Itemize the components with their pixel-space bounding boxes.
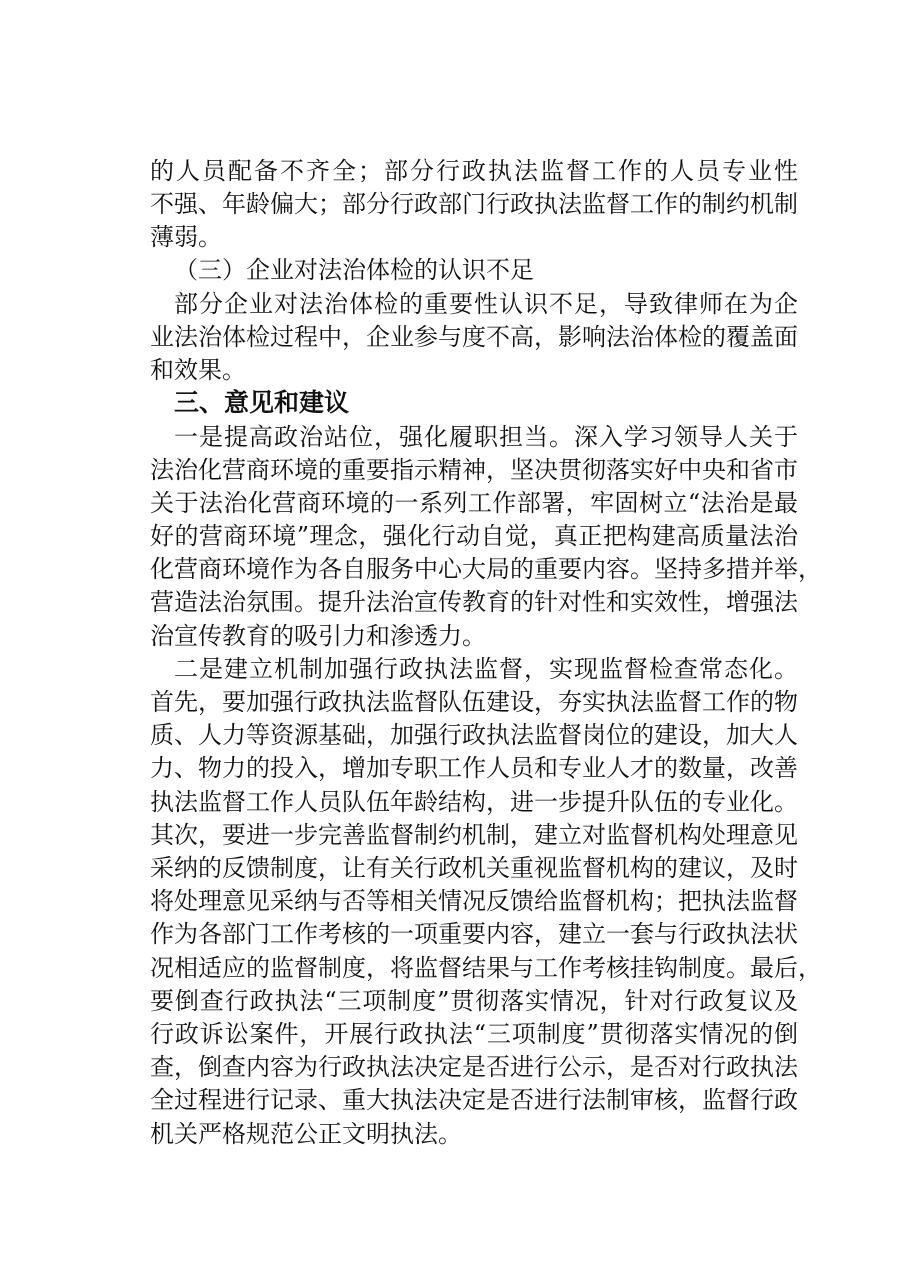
paragraph-line: 执法监督工作人员队伍年龄结构，进一步提升队伍的专业化。 [150, 788, 798, 816]
paragraph-line: 营造法治氛围。提升法治宣传教育的针对性和实效性，增强法 [150, 588, 798, 616]
paragraph-line: 机关严格规范公正文明执法。 [150, 1120, 462, 1148]
paragraph-line: 质、人力等资源基础，加强行政执法监督岗位的建设，加大人 [150, 721, 798, 749]
paragraph-line: 采纳的反馈制度，让有关行政机关重视监督机构的建议，及时 [150, 854, 798, 882]
paragraph-line: 查，倒查内容为行政执法决定是否进行公示，是否对行政执法 [150, 1053, 798, 1081]
paragraph-line: 的人员配备不齐全；部分行政执法监督工作的人员专业性 [150, 157, 798, 185]
paragraph-line: 首先，要加强行政执法监督队伍建设，夯实执法监督工作的物 [150, 688, 798, 716]
paragraph-line: 关于法治化营商环境的一系列工作部署，牢固树立“法治是最 [150, 489, 798, 517]
paragraph-line: 薄弱。 [150, 223, 222, 251]
paragraph-line: 二是建立机制加强行政执法监督，实现监督检查常态化。 [174, 655, 798, 683]
paragraph-line: 况相适应的监督制度，将监督结果与工作考核挂钩制度。最后， [150, 954, 822, 982]
paragraph-line: 行政诉讼案件，开展行政执法“三项制度”贯彻落实情况的倒 [150, 1020, 798, 1048]
paragraph-line: 作为各部门工作考核的一项重要内容，建立一套与行政执法状 [150, 920, 798, 948]
paragraph-line: 业法治体检过程中，企业参与度不高，影响法治体检的覆盖面 [150, 323, 798, 351]
paragraph-line: 和效果。 [150, 356, 246, 384]
paragraph-line: 法治化营商环境的重要指示精神，坚决贯彻落实好中央和省市 [150, 456, 798, 484]
paragraph-line: 不强、年龄偏大；部分行政部门行政执法监督工作的制约机制 [150, 190, 798, 218]
paragraph-line: 一是提高政治站位，强化履职担当。深入学习领导人关于 [174, 423, 798, 451]
paragraph-line: 其次，要进一步完善监督制约机制，建立对监督机构处理意见 [150, 821, 798, 849]
section-heading-suggestions: 三、意见和建议 [174, 388, 350, 417]
paragraph-line: 要倒查行政执法“三项制度”贯彻落实情况，针对行政复议及 [150, 987, 798, 1015]
paragraph-line: 部分企业对法治体检的重要性认识不足，导致律师在为企 [174, 290, 798, 318]
paragraph-line: 力、物力的投入，增加专职工作人员和专业人才的数量，改善 [150, 754, 798, 782]
paragraph-line: 化营商环境作为各自服务中心大局的重要内容。坚持多措并举， [150, 555, 822, 583]
subheading-enterprise-awareness: （三）企业对法治体检的认识不足 [174, 256, 534, 284]
paragraph-line: 治宣传教育的吸引力和渗透力。 [150, 622, 486, 650]
paragraph-line: 好的营商环境”理念，强化行动自觉，真正把构建高质量法治 [150, 522, 798, 550]
paragraph-line: 全过程进行记录、重大执法决定是否进行法制审核，监督行政 [150, 1086, 798, 1114]
paragraph-line: 将处理意见采纳与否等相关情况反馈给监督机构；把执法监督 [150, 887, 798, 915]
